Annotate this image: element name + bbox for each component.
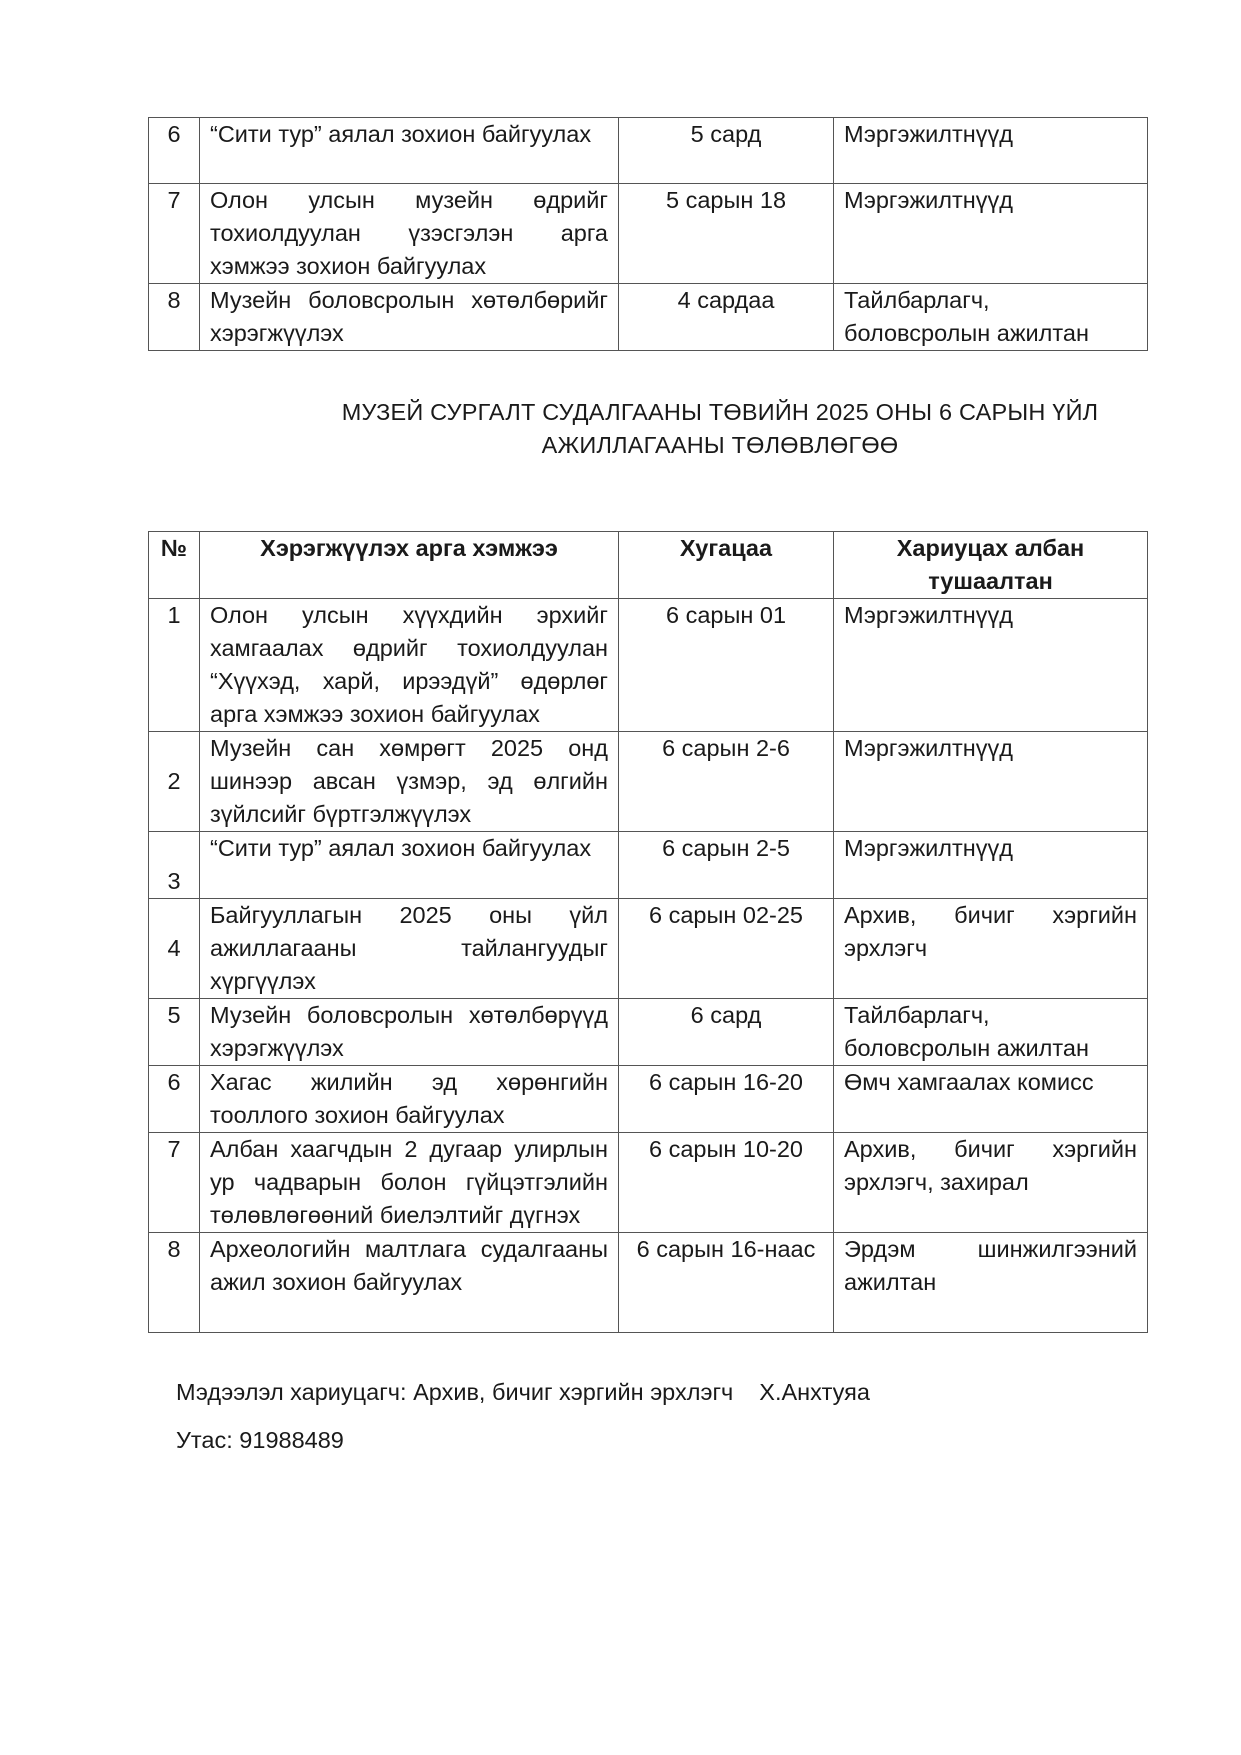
row-deadline: 6 сард <box>619 999 834 1066</box>
row-action: Археологийн малтлага судалгааны ажил зохион байгуулах <box>200 1233 619 1333</box>
header-responsible: Хариуцах албан тушаалтан <box>834 532 1148 599</box>
row-responsible: Эрдэм шинжилгээний ажилтан <box>834 1233 1148 1333</box>
row-number: 6 <box>149 118 200 184</box>
row-deadline: 6 сарын 10-20 <box>619 1133 834 1233</box>
row-responsible: Мэргэжилтнүүд <box>834 184 1148 284</box>
row-action: Музейн боловсролын хөтөлбөрийг хэрэгжүүлэх <box>200 284 619 351</box>
table-row <box>149 999 1148 1066</box>
row-number: 4 <box>149 899 200 999</box>
row-responsible: Тайлбарлагч, боловсролын ажилтан <box>834 999 1148 1066</box>
row-action: Хагас жилийн эд хөрөнгийн тооллого зохион байгуулах <box>200 1066 619 1133</box>
header-deadline: Хугацаа <box>619 532 834 599</box>
row-deadline: 6 сарын 2-6 <box>619 732 834 832</box>
row-responsible: Мэргэжилтнүүд <box>834 832 1148 899</box>
row-deadline: 6 сарын 02-25 <box>619 899 834 999</box>
table-row <box>149 1066 1148 1133</box>
row-number: 6 <box>149 1066 200 1133</box>
contact-line <box>176 1376 870 1409</box>
row-number: 1 <box>149 599 200 732</box>
row-deadline: 6 сарын 01 <box>619 599 834 732</box>
row-number: 2 <box>149 732 200 832</box>
table-row <box>149 599 1148 732</box>
row-responsible: Тайлбарлагч, боловсролын ажилтан <box>834 284 1148 351</box>
row-deadline: 6 сарын 2-5 <box>619 832 834 899</box>
table-row <box>149 1133 1148 1233</box>
row-deadline: 6 сарын 16-наас <box>619 1233 834 1333</box>
row-deadline: 5 сарын 18 <box>619 184 834 284</box>
row-responsible: Мэргэжилтнүүд <box>834 732 1148 832</box>
contact-label: Мэдээлэл хариуцагч: Архив, бичиг хэргийн эрхлэгч <box>176 1379 734 1405</box>
row-action: “Сити тур” аялал зохион байгуулах <box>200 118 619 184</box>
row-action: Музейн сан хөмрөгт 2025 онд шинээр авсан үзмэр, эд өлгийн зүйлсийг бүртгэлжүүлэх <box>200 732 619 832</box>
table-row <box>149 118 1148 184</box>
row-responsible: Архив, бичиг хэргийн эрхлэгч, захирал <box>834 1133 1148 1233</box>
plan-title-line-2: АЖИЛЛАГААНЫ ТӨЛӨВЛӨГӨӨ <box>541 432 899 458</box>
table-header-row <box>149 532 1148 599</box>
plan-title-line-1: МУЗЕЙ СУРГАЛТ СУДАЛГААНЫ ТӨВИЙН 2025 ОНЫ 6 САРЫН ҮЙЛ <box>341 399 1099 425</box>
header-number: № <box>149 532 200 599</box>
header-action: Хэрэгжүүлэх арга хэмжээ <box>200 532 619 599</box>
table-row <box>149 1233 1148 1333</box>
table-row <box>149 732 1148 832</box>
row-responsible: Мэргэжилтнүүд <box>834 118 1148 184</box>
row-number: 8 <box>149 284 200 351</box>
row-number: 5 <box>149 999 200 1066</box>
table-row <box>149 184 1148 284</box>
row-action: Олон улсын музейн өдрийг тохиолдуулан үзэсгэлэн арга хэмжээ зохион байгуулах <box>200 184 619 284</box>
row-action: “Сити тур” аялал зохион байгуулах <box>200 832 619 899</box>
table-row <box>149 832 1148 899</box>
row-deadline: 6 сарын 16-20 <box>619 1066 834 1133</box>
table-row <box>149 284 1148 351</box>
row-action: Албан хаагчдын 2 дугаар улирлын ур чадварын болон гүйцэтгэлийн төлөвлөгөөний биелэлтийг дүгнэх <box>200 1133 619 1233</box>
plan-title <box>320 396 1120 462</box>
row-number: 8 <box>149 1233 200 1333</box>
contact-name: Х.Анхтуяа <box>759 1379 870 1405</box>
row-deadline: 4 сардаа <box>619 284 834 351</box>
row-responsible: Өмч хамгаалах комисс <box>834 1066 1148 1133</box>
row-responsible: Мэргэжилтнүүд <box>834 599 1148 732</box>
row-number: 3 <box>149 832 200 899</box>
table-row <box>149 899 1148 999</box>
row-action: Олон улсын хүүхдийн эрхийг хамгаалах өдрийг тохиолдуулан “Хүүхэд, харй, ирээдүй” өдөрлөг арга хэмжээ зохион байгуулах <box>200 599 619 732</box>
previous-plan-table <box>148 117 1148 351</box>
row-deadline: 5 сард <box>619 118 834 184</box>
row-action: Музейн боловсролын хөтөлбөрүүд хэрэгжүүлэх <box>200 999 619 1066</box>
row-action: Байгууллагын 2025 оны үйл ажиллагааны тайлангуудыг хүргүүлэх <box>200 899 619 999</box>
phone-line: Утас: 91988489 <box>176 1427 344 1453</box>
june-plan-table <box>148 531 1148 1333</box>
row-number: 7 <box>149 1133 200 1233</box>
row-number: 7 <box>149 184 200 284</box>
row-responsible: Архив, бичиг хэргийн эрхлэгч <box>834 899 1148 999</box>
